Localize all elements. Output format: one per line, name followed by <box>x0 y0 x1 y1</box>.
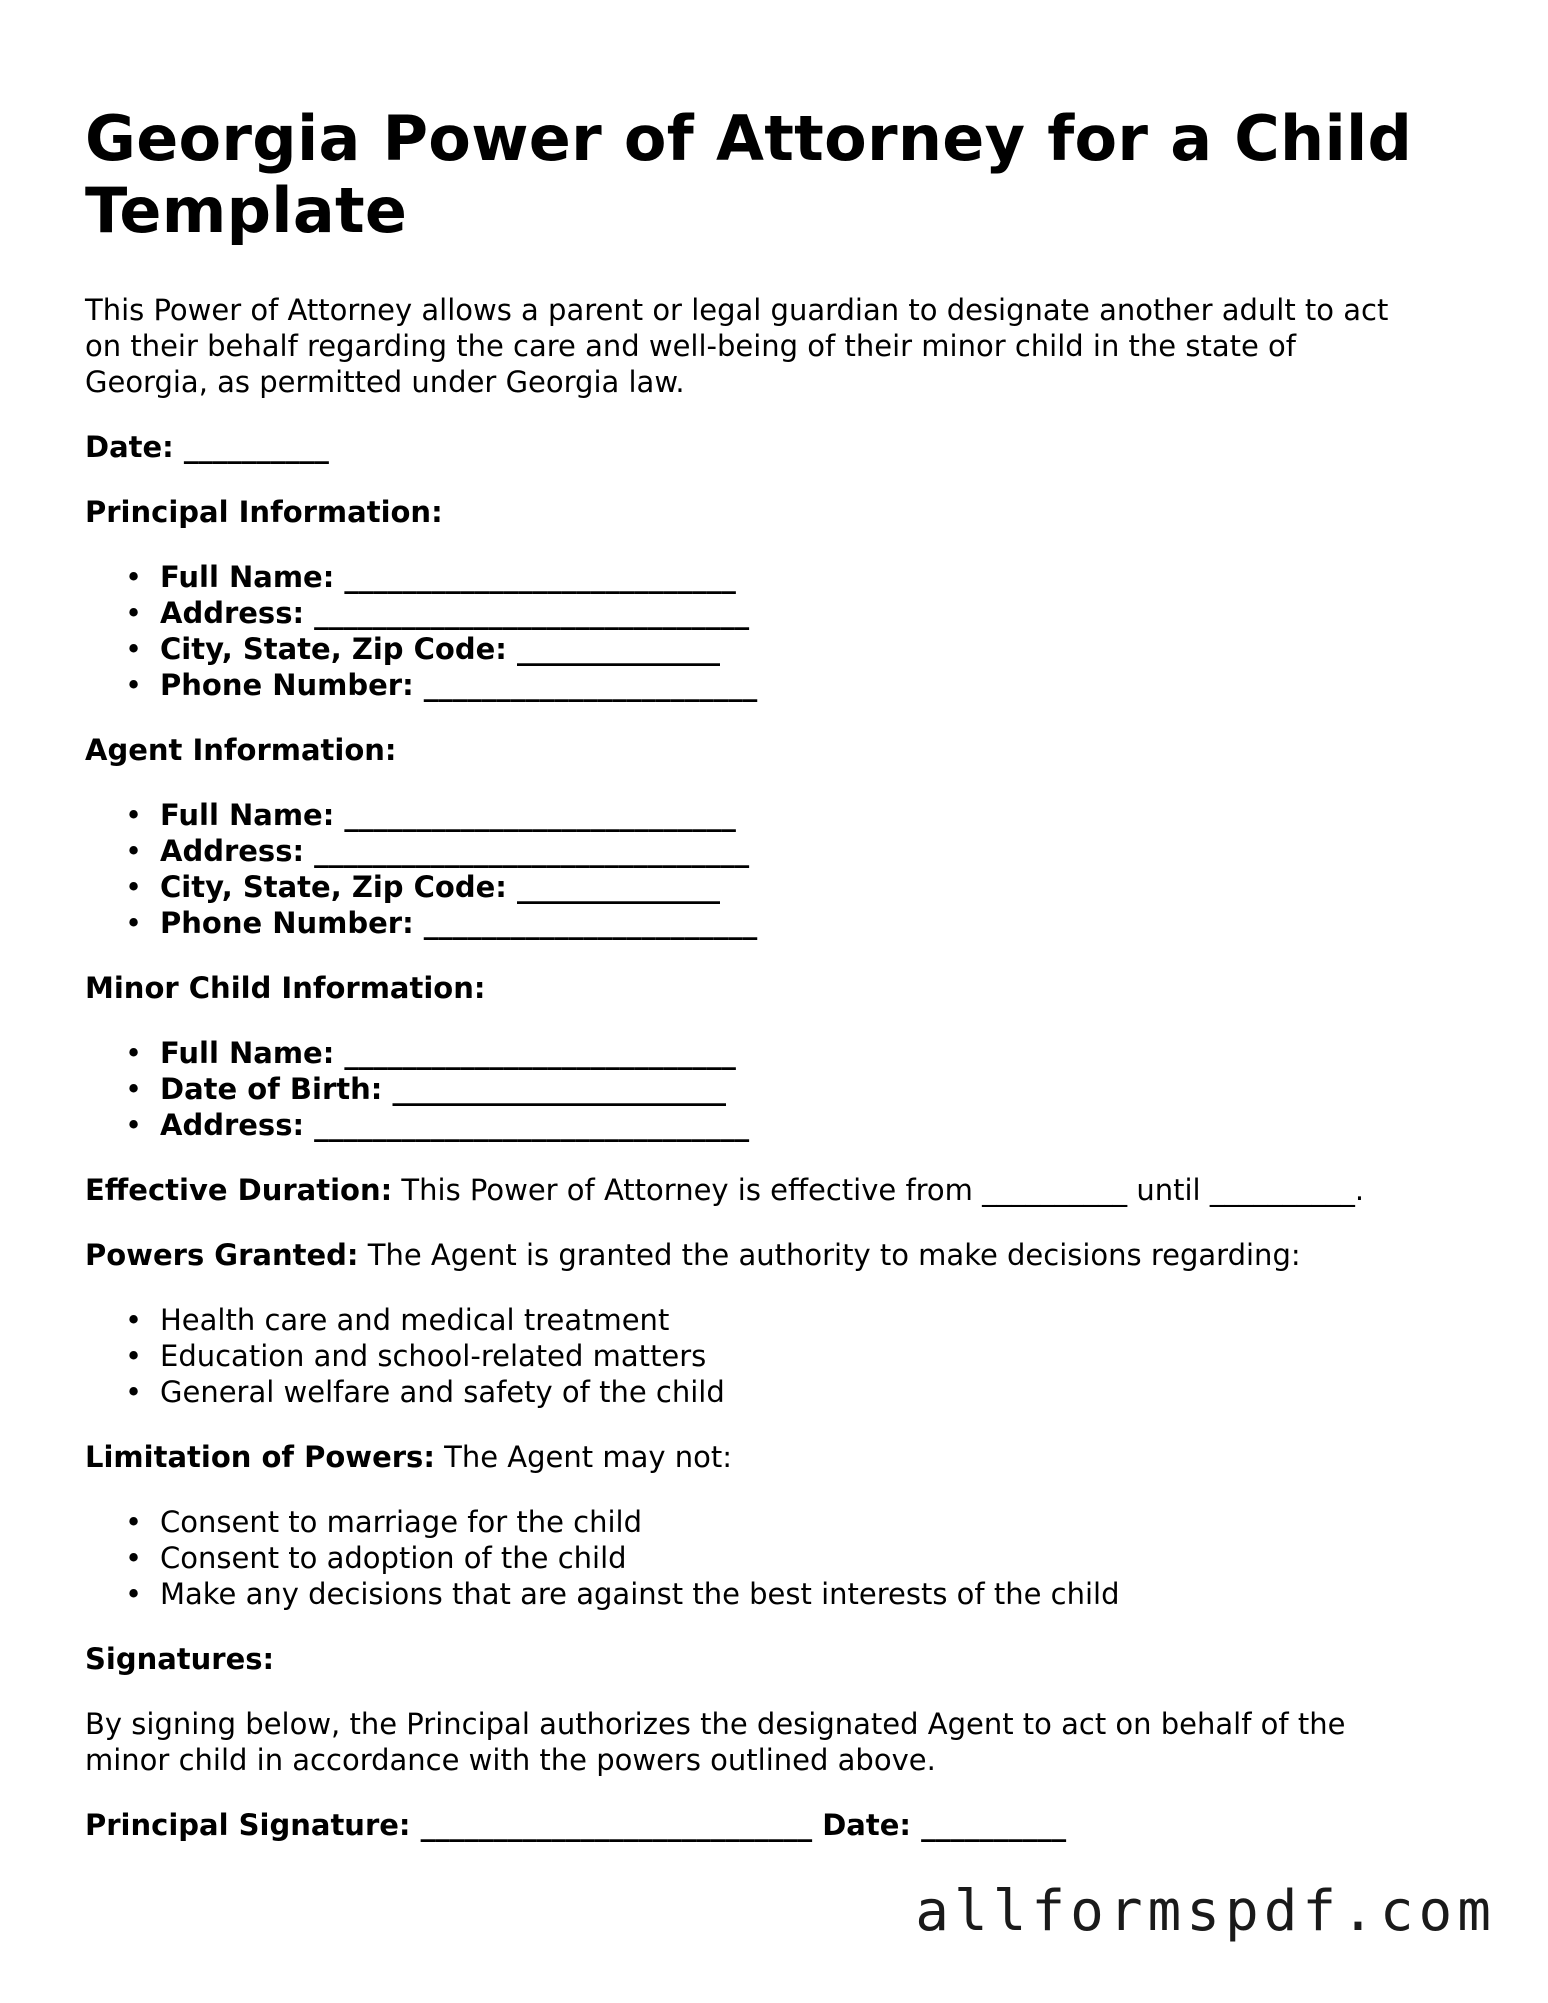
list-item: • Consent to adoption of the child <box>160 1540 1120 1576</box>
list-item: • General welfare and safety of the child <box>160 1374 725 1410</box>
limitations-label: Limitation of Powers: <box>85 1440 435 1474</box>
principal-full-name-field: • Full Name: ___________________________ <box>160 559 757 595</box>
agent-fields <box>85 797 757 941</box>
signatures-paragraph <box>85 1706 1345 1778</box>
date-line: Date: __________ <box>85 430 329 464</box>
duration-paragraph <box>85 1172 1364 1208</box>
child-fields <box>85 1035 749 1143</box>
agent-heading: Agent Information: <box>85 733 397 767</box>
agent-phone-field: • Phone Number: _______________________ <box>160 905 757 941</box>
child-dob-field: • Date of Birth: _______________________ <box>160 1071 749 1107</box>
principal-address-field: • Address: ______________________________ <box>160 595 757 631</box>
agent-address-field: • Address: ______________________________ <box>160 833 757 869</box>
principal-fields <box>85 559 757 703</box>
signatures-line: minor child in accordance with the powers outlined above. <box>85 1743 936 1777</box>
title-line-1: Georgia Power of Attorney for a Child <box>85 102 1413 175</box>
duration-label: Effective Duration: <box>85 1173 393 1207</box>
signatures-line: By signing below, the Principal authorizes the designated Agent to act on behalf of the <box>85 1707 1346 1741</box>
watermark-logo: allformspdf.com <box>915 1879 1496 1944</box>
duration-text: This Power of Attorney is effective from __________ until __________. <box>392 1173 1365 1207</box>
powers-paragraph <box>85 1237 1301 1273</box>
title-line-2: Template <box>85 174 408 247</box>
limitations-list <box>85 1504 1120 1612</box>
child-heading: Minor Child Information: <box>85 971 486 1005</box>
powers-list <box>85 1302 725 1410</box>
signatures-heading: Signatures: <box>85 1642 275 1676</box>
limitations-paragraph <box>85 1439 732 1475</box>
intro-line: Georgia, as permitted under Georgia law. <box>85 365 685 399</box>
list-item: • Make any decisions that are against the best interests of the child <box>160 1576 1120 1612</box>
powers-text: The Agent is granted the authority to make decisions regarding: <box>358 1238 1301 1272</box>
limitations-text: The Agent may not: <box>434 1440 733 1474</box>
intro-paragraph <box>85 292 1388 400</box>
child-full-name-field: • Full Name: ___________________________ <box>160 1035 749 1071</box>
list-item: • Consent to marriage for the child <box>160 1504 1120 1540</box>
agent-full-name-field: • Full Name: ___________________________ <box>160 797 757 833</box>
principal-city-state-zip-field: • City, State, Zip Code: ______________ <box>160 631 757 667</box>
child-address-field: • Address: ______________________________ <box>160 1107 749 1143</box>
principal-heading: Principal Information: <box>85 495 443 529</box>
intro-line: This Power of Attorney allows a parent or legal guardian to designate another adult to act <box>85 293 1389 327</box>
document-title <box>85 103 1412 247</box>
list-item: • Education and school-related matters <box>160 1338 725 1374</box>
list-item: • Health care and medical treatment <box>160 1302 725 1338</box>
principal-signature-line: Principal Signature: ___________________________ Date: __________ <box>85 1808 1067 1842</box>
intro-line: on their behalf regarding the care and well-being of their minor child in the state of <box>85 329 1297 363</box>
principal-phone-field: • Phone Number: _______________________ <box>160 667 757 703</box>
powers-label: Powers Granted: <box>85 1238 359 1272</box>
agent-city-state-zip-field: • City, State, Zip Code: ______________ <box>160 869 757 905</box>
